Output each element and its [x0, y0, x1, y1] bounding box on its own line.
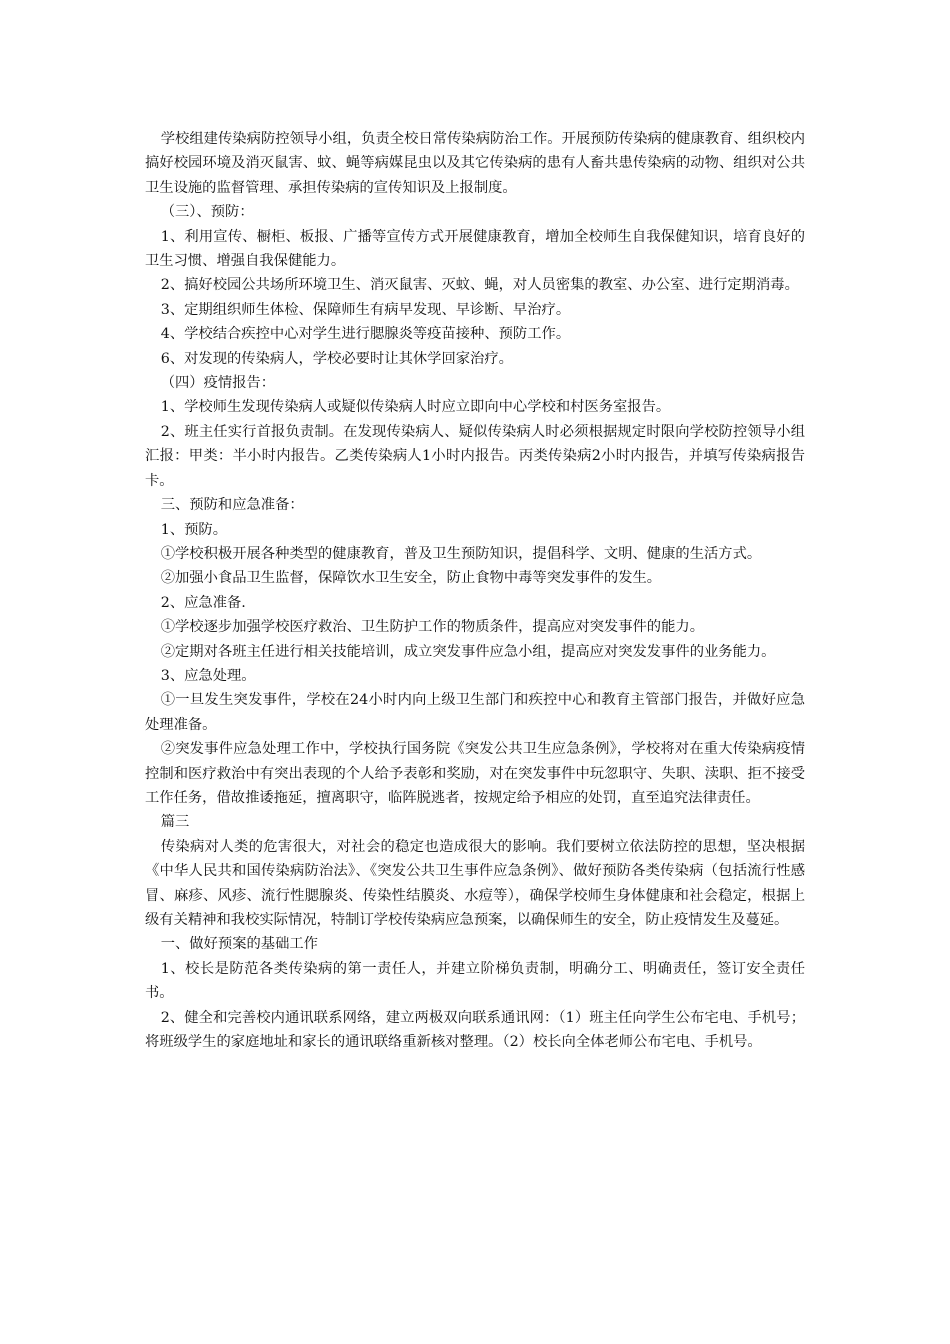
section-heading: 三、预防和应急准备：: [160, 497, 304, 514]
paragraph: 1、利用宣传、橱柜、板报、广播等宣传方式开展健康教育，增加全校师生自我保健知识，培育良好的卫生习惯、增强自我保健能力。: [145, 228, 805, 270]
paragraph: 2、健全和完善校内通讯联系网络，建立两极双向联系通讯网：（1）班主任向学生公布宅电、手机号；将班级学生的家庭地址和家长的通讯联络重新核对整理。（2）校长向全体老师公布宅电、手机号。: [145, 1009, 805, 1051]
paragraph: 6、对发现的传染病人，学校必要时让其休学回家治疗。: [160, 350, 513, 367]
paragraph: ②定期对各班主任进行相关技能培训，成立突发事件应急小组，提高应对突发发事件的业务能力。: [160, 643, 776, 660]
paragraph: 2、班主任实行首报负责制。在发现传染病人、疑似传染病人时必须根据规定时限向学校防控领导小组汇报：甲类：半小时内报告。乙类传染病人1小时内报告。丙类传染病2小时内报告，并填写传染病报告卡。: [145, 423, 805, 489]
part-heading: 篇三: [160, 814, 190, 831]
paragraph: ①一旦发生突发事件，学校在24小时内向上级卫生部门和疾控中心和教育主管部门报告，并做好应急处理准备。: [145, 692, 805, 733]
section-heading: （四）疫情报告：: [160, 375, 276, 392]
paragraph: 传染病对人类的危害很大，对社会的稳定也造成很大的影响。我们要树立依法防控的思想，坚决根据《中华人民共和国传染病防治法》、《突发公共卫生事件应急条例》、做好预防各类传染病（包括流行性感冒、麻疹、风疹、流行性腮腺炎、传染性结膜炎、水痘等），确保学校师生身体健康和社会稳定，根据上级有关精神和我校实际情况，特制订学校传染病应急预案，以确保师生的安全，防止疫情发生及蔓延。: [145, 838, 805, 928]
paragraph: 1、校长是防范各类传染病的第一责任人，并建立阶梯负责制，明确分工、明确责任，签订安全责任书。: [145, 960, 805, 1002]
subsection-heading: 1、预防。: [160, 521, 228, 538]
section-heading: （三）、预防：: [160, 204, 254, 221]
paragraph: ②突发事件应急处理工作中，学校执行国务院《突发公共卫生应急条例》，学校将对在重大传染病疫情控制和医疗救治中有突出表现的个人给予表彰和奖励，对在突发事件中玩忽职守、失职、渎职、拒不接受工作任务，借故推诿拖延，擅离职守，临阵脱逃者，按规定给予相应的处罚，直至追究法律责任。: [145, 741, 805, 806]
document-body: [145, 127, 805, 1054]
paragraph: ②加强小食品卫生监督，保障饮水卫生安全，防止食物中毒等突发事件的发生。: [160, 570, 662, 587]
paragraph: 学校组建传染病防控领导小组，负责全校日常传染病防治工作。开展预防传染病的健康教育、组织校内搞好校园环境及消灭鼠害、蚊、蝇等病媒昆虫以及其它传染病的患有人畜共患传染病的动物、组织对公共卫生设施的监督管理、承担传染病的宣传知识及上报制度。: [145, 131, 805, 196]
paragraph: 4、学校结合疾控中心对学生进行腮腺炎等疫苗接种、预防工作。: [160, 326, 571, 343]
paragraph: ①学校积极开展各种类型的健康教育，普及卫生预防知识，提倡科学、文明、健康的生活方式。: [160, 545, 762, 562]
subsection-heading: 2、应急准备.: [160, 594, 246, 611]
section-heading: 一、做好预案的基础工作: [160, 936, 318, 953]
paragraph: 2、搞好校园公共场所环境卫生、消灭鼠害、灭蚊、蝇，对人员密集的教室、办公室、进行定期消毒。: [160, 277, 799, 294]
paragraph: ①学校逐步加强学校医疗救治、卫生防护工作的物质条件，提高应对突发事件的能力。: [160, 619, 704, 636]
subsection-heading: 3、应急处理。: [160, 667, 256, 684]
paragraph: 3、定期组织师生体检、保障师生有病早发现、早诊断、早治疗。: [160, 301, 571, 318]
paragraph: 1、学校师生发现传染病人或疑似传染病人时应立即向中心学校和村医务室报告。: [160, 399, 671, 416]
